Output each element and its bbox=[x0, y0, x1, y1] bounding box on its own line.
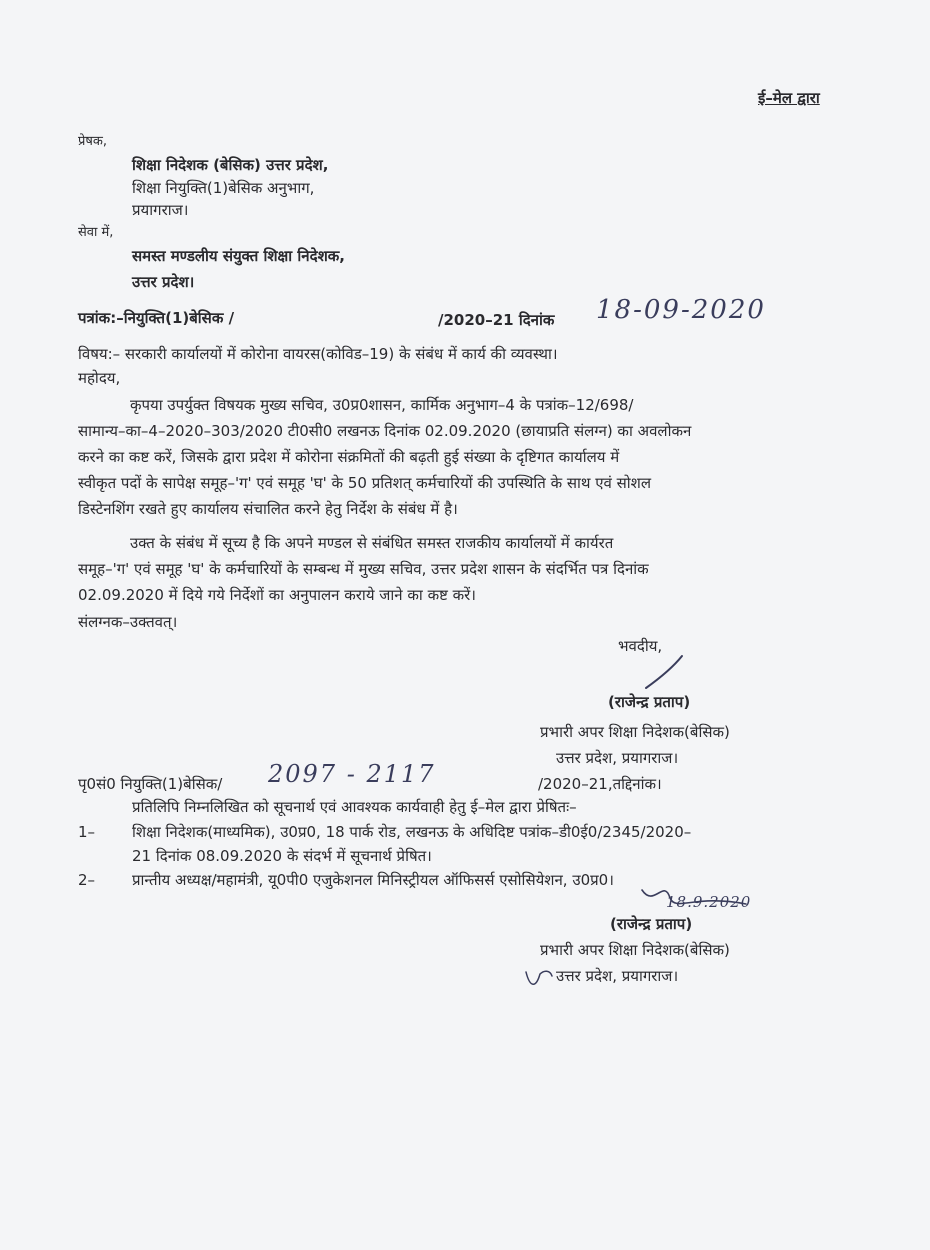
copy-item-line: प्रान्तीय अध्यक्ष/महामंत्री, यू0पी0 एजुकेशनल मिनिस्ट्रीयल ऑफिसर्स एसोसियेशन, उ0प्र0। bbox=[132, 871, 614, 889]
year-date-label: /2020–21 दिनांक bbox=[438, 311, 555, 329]
para1-line: सामान्य–का–4–2020–303/2020 टी0सी0 लखनऊ दिनांक 02.09.2020 (छायाप्रति संलग्न) का अवलोकन bbox=[78, 422, 692, 440]
handwritten-date: 18-09-2020 bbox=[596, 295, 766, 325]
para2-line: समूह–'ग' एवं समूह 'घ' के कर्मचारियों के सम्बन्ध में मुख्य सचिव, उत्तर प्रदेश शासन के संदर्भित पत्र दिनांक bbox=[78, 560, 649, 578]
second-signatory-place: उत्तर प्रदेश, प्रयागराज। bbox=[556, 967, 679, 985]
initials-mark bbox=[522, 966, 556, 994]
para1-line: डिस्टेनशिंग रखते हुए कार्यालय संचालित करने हेतु निर्देश के संबंध में है। bbox=[78, 500, 458, 518]
copy-ref-prefix: पृ0सं0 नियुक्ति(1)बेसिक/ bbox=[78, 775, 223, 793]
copy-item-number: 1– bbox=[78, 823, 96, 841]
enclosure: संलग्नक–उक्तवत्। bbox=[78, 613, 178, 631]
copy-item-line: 21 दिनांक 08.09.2020 के संदर्भ में सूचनार्थ प्रेषित। bbox=[132, 847, 432, 865]
para2-line: उक्त के संबंध में सूच्य है कि अपने मण्डल से संबंधित समस्त राजकीय कार्यालयों में कार्यरत bbox=[130, 534, 614, 552]
paragraph-1 bbox=[78, 392, 848, 522]
second-signatory-designation: प्रभारी अपर शिक्षा निदेशक(बेसिक) bbox=[540, 941, 730, 959]
copy-ref-suffix: /2020–21,तद्दिनांक। bbox=[538, 775, 662, 793]
para1-line: कृपया उपर्युक्त विषयक मुख्य सचिव, उ0प्र0शासन, कार्मिक अनुभाग–4 के पत्रांक–12/698/ bbox=[130, 396, 634, 414]
sender-label: प्रेषक, bbox=[78, 134, 108, 149]
para1-line: स्वीकृत पदों के सापेक्ष समूह–'ग' एवं समूह 'घ' के 50 प्रतिशत् कर्मचारियों की उपस्थिति के साथ एवं सोशल bbox=[78, 474, 652, 492]
signature-stroke bbox=[640, 652, 690, 692]
signatory-place: उत्तर प्रदेश, प्रयागराज। bbox=[556, 749, 679, 767]
subject-line: विषय:– सरकारी कार्यालयों में कोरोना वायरस(कोविड–19) के संबंध में कार्य की व्यवस्था। bbox=[78, 345, 558, 363]
second-signature-stroke bbox=[634, 868, 754, 918]
signatory-designation: प्रभारी अपर शिक्षा निदेशक(बेसिक) bbox=[540, 723, 730, 741]
sender-line-1: शिक्षा निदेशक (बेसिक) उत्तर प्रदेश, bbox=[132, 156, 329, 174]
copy-item-line: शिक्षा निदेशक(माध्यमिक), उ0प्र0, 18 पार्क रोड, लखनऊ के अधिदिष्ट पत्रांक–डी0ई0/2345/2020– bbox=[132, 823, 692, 841]
second-signature-date: 18.9.2020 bbox=[666, 893, 752, 911]
recipient-line-2: उत्तर प्रदेश। bbox=[132, 273, 195, 291]
patrank: पत्रांक:–नियुक्ति(1)बेसिक / bbox=[78, 309, 235, 327]
delivery-mode: ई–मेल द्वारा bbox=[758, 89, 820, 107]
second-signatory-name: (राजेन्द्र प्रताप) bbox=[610, 915, 693, 933]
copy-item-number: 2– bbox=[78, 871, 96, 889]
copy-handwritten-numbers: 2097 - 2117 bbox=[268, 760, 436, 788]
salutation: महोदय, bbox=[78, 369, 121, 387]
paragraph-2 bbox=[78, 530, 848, 608]
para1-line: करने का कष्ट करें, जिसके द्वारा प्रदेश में कोरोना संक्रमितों की बढ़ती हुई संख्या के दृष्टिगत कार्यालय में bbox=[78, 448, 620, 466]
copy-intro: प्रतिलिपि निम्नलिखित को सूचनार्थ एवं आवश्यक कार्यवाही हेतु ई–मेल द्वारा प्रेषितः– bbox=[132, 798, 577, 816]
yours-faithfully: भवदीय, bbox=[618, 637, 663, 655]
signatory-name: (राजेन्द्र प्रताप) bbox=[608, 693, 691, 711]
recipient-label: सेवा में, bbox=[78, 225, 114, 240]
para2-line: 02.09.2020 में दिये गये निर्देशों का अनुपालन कराये जाने का कष्ट करें। bbox=[78, 586, 476, 604]
sender-line-2: शिक्षा नियुक्ति(1)बेसिक अनुभाग, bbox=[132, 179, 315, 197]
recipient-line-1: समस्त मण्डलीय संयुक्त शिक्षा निदेशक, bbox=[132, 247, 346, 265]
sender-line-3: प्रयागराज। bbox=[132, 201, 189, 219]
